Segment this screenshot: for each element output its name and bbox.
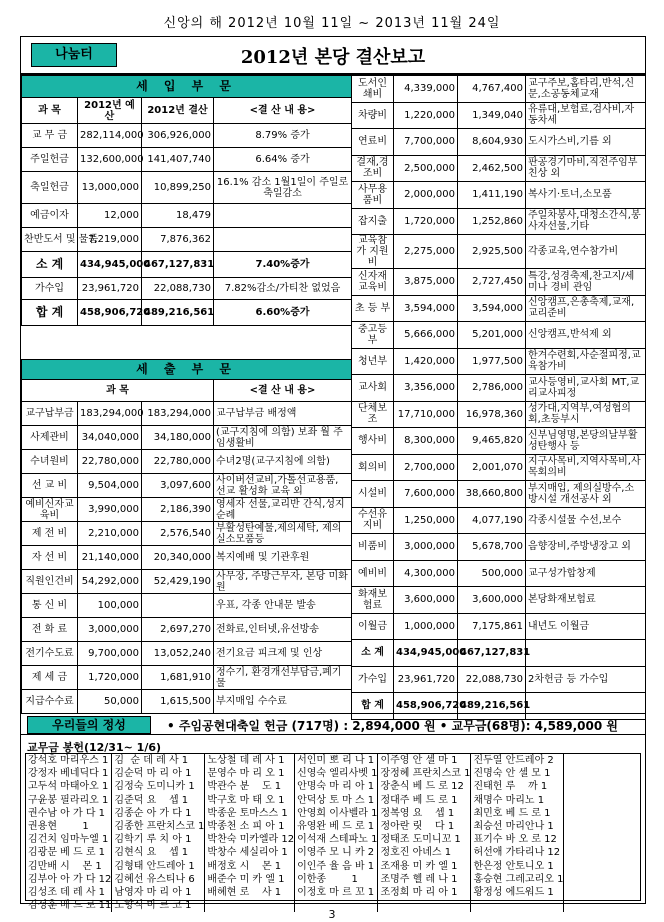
expense-cell: 9,700,000 [78,642,142,666]
expense-right-cell: 434,945,000 [394,640,458,667]
income-cell: 가수입 [22,278,78,300]
expense-right-row [352,587,646,614]
expense-right-cell: 8,604,930 [458,129,526,156]
expense-right-cell: 4,300,000 [394,560,458,587]
expense-right-row [352,208,646,235]
expense-cell: 9,504,000 [78,474,142,498]
donor-subtitle: 교무금 봉헌(12/31~ 1/6) [27,741,162,754]
expense-right-cell: 3,600,000 [394,587,458,614]
page-header: 신앙의 해 2012년 10월 11일 ~ 2013년 11월 24일 [163,16,501,31]
expense-cell: 자 선 비 [22,546,78,570]
expense-right-cell: 교구주보,홈타리,반석,신문,소공동체교재 [526,76,646,103]
expense-right-row [352,269,646,296]
expense-right-cell: 신앙캠프,은총축제,교재,교리준비 [526,295,646,322]
expense-row [22,570,352,594]
expense-right-cell: 내년도 이월금 [526,613,646,640]
expense-right-cell: 중고등부 [352,322,394,349]
income-cell: 467,127,831 [142,252,214,278]
section-tag: 나눔터 [31,43,117,67]
expense-right-row [352,534,646,561]
donor-column: 노상철 데 레 사 1 문영수 마 리 오 1 박관수 분 도 1 박구호 마 태 오 1 박종운 토마스스 1 박종천 소 피 아 1 박찬숙 미카엘라 12 박창수 세실리아 1 배정호 시 몬 1 배준수 미 카 엘 1 배혜현 로 사 1 [205,754,295,912]
expense-cell: 3,000,000 [78,618,142,642]
expense-row [22,522,352,546]
income-row [22,148,352,172]
expense-right-row [352,102,646,129]
report-frame [20,36,646,912]
expense-cell: 52,429,190 [142,570,214,594]
expense-cell: 제 세 금 [22,666,78,690]
expense-right-cell: 유류대,보험료,검사비,자동차세 [526,102,646,129]
expense-right-cell: 3,000,000 [394,534,458,561]
expense-cell: 34,040,000 [78,426,142,450]
expense-cell: 22,780,000 [142,450,214,474]
expense-cell: 교구납부금 [22,402,78,426]
expense-section-header: 세 출 부 문 [22,360,352,380]
income-table [21,75,352,326]
income-cell [214,228,352,252]
expense-right-row [352,76,646,103]
income-head-budget: 2012년 예산 [78,98,142,124]
donor-list [25,753,641,912]
expense-cell: 100,000 [78,594,142,618]
expense-right-row [352,129,646,156]
expense-right-cell: 1,420,000 [394,348,458,375]
expense-right-cell: 489,216,561 [458,693,526,720]
expense-cell: 전기요금 피크제 및 인상 [214,642,352,666]
expense-cell: 영세자 선물,교리반 간식,성지순례 [214,498,352,522]
expense-cell: 정수기, 환경개선부담금,폐기물 [214,666,352,690]
expense-row [22,666,352,690]
expense-right-cell: 1,220,000 [394,102,458,129]
expense-right-cell: 복사기·토너,소모품 [526,182,646,209]
income-cell: 434,945,000 [78,252,142,278]
offering-text: • 주임공현대축일 헌금 (717명) : 2,894,000 원 • 교무금(68명): 4,589,000 원 [167,719,619,733]
expense-right-cell: 지구사목비,지역사목비,사목회의비 [526,454,646,481]
expense-cell: 사무장, 주방근무자, 본당 미화원 [214,570,352,594]
expense-right-row [352,454,646,481]
page-number: 3 [328,908,336,921]
offering-banner [21,713,645,735]
expense-cell: 사제관비 [22,426,78,450]
expense-right-cell: 본당화재보험료 [526,587,646,614]
expense-right-cell: 467,127,831 [458,640,526,667]
expense-right-cell: 한겨수련회,사순절피정,교육참가비 [526,348,646,375]
expense-cell: 3,097,600 [142,474,214,498]
expense-right-cell: 교육참가 지원비 [352,235,394,269]
donor-column: 진두열 안드레아 2 진명숙 안 셀 모 1 진태헌 루 까 1 채명수 마리노 1 최민호 베 드 로 1 최승선 마리안나 1 표기수 바 오 로 12 허선애 가타리나 12 한은정 안토니오 1 홍승현 그레고리오 1 황정성 에드워드 1 [471,754,564,912]
expense-row [22,450,352,474]
expense-row [22,618,352,642]
expense-cell: 우표, 각종 안내문 발송 [214,594,352,618]
income-cell: 예금이자 [22,204,78,228]
expense-right-cell: 판공경기마비,직전주임부친상 외 [526,155,646,182]
expense-cell: 34,180,000 [142,426,214,450]
income-cell: 13,000,000 [78,172,142,204]
expense-cell: 1,615,500 [142,690,214,714]
expense-right-cell: 7,175,861 [458,613,526,640]
expense-right-cell: 4,767,400 [458,76,526,103]
expense-table-right [351,75,646,720]
expense-right-row [352,182,646,209]
income-row [22,228,352,252]
income-cell: 교 무 금 [22,124,78,148]
expense-right-cell: 차량비 [352,102,394,129]
expense-right-cell: 3,356,000 [394,375,458,402]
expense-right-cell: 2,001,070 [458,454,526,481]
expense-right-cell: 4,339,000 [394,76,458,103]
income-cell: 10,899,250 [142,172,214,204]
expense-row [22,474,352,498]
expense-cell: 예비신자교육비 [22,498,78,522]
donor-column [564,754,640,912]
expense-table [21,359,352,714]
expense-right-row [352,155,646,182]
expense-right-row [352,375,646,402]
expense-cell: 직원인건비 [22,570,78,594]
expense-right-cell: 소 계 [352,640,394,667]
expense-right-cell: 성가대,지역부,여성협의회,초등부시 [526,401,646,428]
income-cell: 7,876,362 [142,228,214,252]
donor-column: 김 순 데 레 사 1 김순덕 마 리 아 1 김정숙 도미니카 1 김준덕 요 셉 1 김종순 아 가 다 1 김종한 프란치스코 1 김학기 루 치 아 1 김현식 요 셉 1 김형태 안드레아 1 김혜선 유스티나 6 남영자 마 리 아 1 노향식 마 르 코 1 [114,755,205,912]
income-row [22,124,352,148]
expense-cell: 통 신 비 [22,594,78,618]
expense-right-cell: 1,720,000 [394,208,458,235]
income-row [22,204,352,228]
expense-right-cell: 합 계 [352,693,394,720]
expense-head-subject: 과 목 [22,380,214,402]
income-section-header: 세 입 부 문 [22,76,352,98]
expense-right-row [352,613,646,640]
income-cell: 합 계 [22,300,78,326]
expense-right-cell: 1,252,860 [458,208,526,235]
expense-right-cell: 500,000 [458,560,526,587]
income-cell: 6.64% 증가 [214,148,352,172]
expense-cell: 지급수수료 [22,690,78,714]
expense-right-cell: 2,727,450 [458,269,526,296]
expense-cell: 부지매입 수수료 [214,690,352,714]
donor-column: 강석호 마리우스 1 강정자 베네딕다 1 고두석 마태아오 1 구윤봉 필라리오 1 권수남 아 가 다 1 권용현 1 김건치 임마누엘 1 김광문 베 드 로 1 김만배 시 몬 1 김부아 아 가 다 12 김성조 데 레 사 1 김성훈 베 드 로 11 [28,755,112,912]
income-cell: 6.60%증가 [214,300,352,326]
expense-cell: 수녀원비 [22,450,78,474]
expense-cell: 1,720,000 [78,666,142,690]
expense-right-row [352,640,646,667]
expense-right-cell: 단체보조 [352,401,394,428]
expense-right-cell: 각종시설물 수선,보수 [526,507,646,534]
expense-right-cell: 2,462,500 [458,155,526,182]
expense-right-cell: 교구성가합창제 [526,560,646,587]
expense-cell: 전화료,인터넷,유선방송 [214,618,352,642]
expense-cell: 부활성탄예물,제의세탁, 제의실소모품등 [214,522,352,546]
expense-right-cell: 교사등영비,교사회 MT,교리교사피정 [526,375,646,402]
expense-right-row [352,666,646,693]
income-cell: 8.79% 증가 [214,124,352,148]
expense-cell: 복지예배 및 기관후원 [214,546,352,570]
income-row [22,252,352,278]
expense-cell: 사이버선교비,가톨선교용품, 선교 활성화 교육 외 [214,474,352,498]
income-cell: 306,926,000 [142,124,214,148]
expense-right-cell: 2,700,000 [394,454,458,481]
income-head-subject: 과 목 [22,98,78,124]
donor-column: 서인미 뽀 리 나 1 신영숙 엘리사벳 1 안명숙 마 리 아 1 안덕상 토 마 스 1 안영희 이사벨라 1 유영완 베 드 로 1 이석재 스테파노 1 이영주 모 니 카 2 이인주 율 음 바 1 이한종 1 이정호 마 르 꼬 1 [295,754,378,912]
expense-right-cell: 9,465,820 [458,428,526,455]
expense-cell: 20,340,000 [142,546,214,570]
expense-cell: 21,140,000 [78,546,142,570]
income-head-notes: <결 산 내 용> [214,98,352,124]
expense-right-cell: 신부님영명,본당의날부활성탄행사 등 [526,428,646,455]
expense-right-cell: 4,077,190 [458,507,526,534]
expense-right-cell: 교사회 [352,375,394,402]
expense-head-notes: <결 산 내 용> [214,380,352,402]
expense-right-cell: 5,666,000 [394,322,458,349]
expense-right-cell: 16,978,360 [458,401,526,428]
expense-cell: (교구지침에 의함) 보좌 월 주임생활비 [214,426,352,450]
expense-cell: 183,294,000 [78,402,142,426]
income-cell: 16.1% 감소 1월1일이 주일로 축일감소 [214,172,352,204]
expense-row [22,690,352,714]
income-cell: 소 계 [22,252,78,278]
expense-right-cell: 1,349,040 [458,102,526,129]
income-cell: 12,000 [78,204,142,228]
expense-right-cell: 비품비 [352,534,394,561]
expense-cell: 교구납부금 배정액 [214,402,352,426]
expense-right-cell: 결재,경조비 [352,155,394,182]
expense-right-row [352,348,646,375]
expense-cell: 183,294,000 [142,402,214,426]
expense-right-cell: 부지매입, 제의실방수,소방시설 개선공사 외 [526,481,646,508]
expense-right-cell: 3,594,000 [394,295,458,322]
expense-right-cell: 초 등 부 [352,295,394,322]
expense-cell: 2,697,270 [142,618,214,642]
expense-cell: 선 교 비 [22,474,78,498]
expense-row [22,546,352,570]
expense-right-cell: 회의비 [352,454,394,481]
expense-row [22,594,352,618]
expense-right-cell: 수선유지비 [352,507,394,534]
expense-right-cell: 3,875,000 [394,269,458,296]
expense-cell: 제 전 비 [22,522,78,546]
expense-row [22,642,352,666]
expense-right-cell: 458,906,720 [394,693,458,720]
income-cell: 141,407,740 [142,148,214,172]
income-cell: 282,114,000 [78,124,142,148]
expense-right-cell: 1,411,190 [458,182,526,209]
income-cell: 7.82%감소/가티찬 없었음 [214,278,352,300]
expense-right-cell [526,640,646,667]
expense-right-cell: 1,250,000 [394,507,458,534]
expense-right-cell: 신자재 교육비 [352,269,394,296]
expense-right-row [352,235,646,269]
expense-cell: 13,052,240 [142,642,214,666]
expense-cell: 50,000 [78,690,142,714]
expense-right-cell: 잡지출 [352,208,394,235]
income-cell: 주일헌금 [22,148,78,172]
expense-right-cell: 8,300,000 [394,428,458,455]
expense-right-row [352,428,646,455]
donor-column: 이주영 안 셀 마 1 장정혜 프란치스코 1 장춘식 베 드 로 12 정대주 베 드 로 1 정복영 요 셉 1 정아란 릿 다 1 정태조 도미니꼬 1 정호진 아녜스 1 조재용 미 카 엘 1 조명주 헬 레 나 1 조정희 마 리 아 1 [378,754,471,912]
expense-right-cell: 23,961,720 [394,666,458,693]
income-cell: 489,216,561 [142,300,214,326]
expense-right-row [352,560,646,587]
expense-right-row [352,507,646,534]
expense-right-cell: 1,000,000 [394,613,458,640]
expense-right-cell: 도시가스비,기름 외 [526,129,646,156]
expense-right-cell: 5,201,000 [458,322,526,349]
expense-right-cell: 2,500,000 [394,155,458,182]
expense-right-cell: 38,660,800 [458,481,526,508]
income-cell: 7.40%증가 [214,252,352,278]
expense-row [22,402,352,426]
expense-cell: 3,990,000 [78,498,142,522]
income-cell: 22,088,730 [142,278,214,300]
expense-right-cell: 2차헌금 등 가수입 [526,666,646,693]
expense-cell [142,594,214,618]
expense-right-cell: 3,594,000 [458,295,526,322]
expense-right-cell: 3,600,000 [458,587,526,614]
expense-right-cell: 예비비 [352,560,394,587]
expense-right-cell: 음향장비,주방냉장고 외 [526,534,646,561]
expense-right-cell: 5,678,700 [458,534,526,561]
expense-cell: 1,681,910 [142,666,214,690]
expense-right-row [352,322,646,349]
income-cell: 132,600,000 [78,148,142,172]
expense-right-cell: 2,000,000 [394,182,458,209]
income-cell: 23,961,720 [78,278,142,300]
expense-row [22,426,352,450]
expense-right-cell: 행사비 [352,428,394,455]
expense-right-cell: 화재보험료 [352,587,394,614]
expense-cell: 22,780,000 [78,450,142,474]
expense-right-cell: 2,925,500 [458,235,526,269]
income-cell [214,204,352,228]
expense-cell: 54,292,000 [78,570,142,594]
income-head-actual: 2012년 결산 [142,98,214,124]
expense-right-cell: 이월금 [352,613,394,640]
expense-row [22,498,352,522]
expense-right-cell: 주일차봉사,대청소간식,봉사자선물,기타 [526,208,646,235]
expense-right-cell: 1,977,500 [458,348,526,375]
income-row [22,278,352,300]
expense-right-row [352,481,646,508]
income-cell: 18,479 [142,204,214,228]
expense-right-cell: 2,786,000 [458,375,526,402]
expense-right-cell: 도서인쇄비 [352,76,394,103]
expense-right-cell: 17,710,000 [394,401,458,428]
expense-cell: 전 화 료 [22,618,78,642]
expense-right-cell: 시설비 [352,481,394,508]
expense-cell: 2,210,000 [78,522,142,546]
expense-right-cell: 사무용품비 [352,182,394,209]
income-cell: 458,906,720 [78,300,142,326]
income-cell: 찬반도서 및 물품 [22,228,78,252]
expense-cell: 전기수도료 [22,642,78,666]
report-title: 2012년 본당 결산보고 [240,47,426,68]
expense-right-cell: 연료비 [352,129,394,156]
income-row [22,172,352,204]
offering-tag: 우리들의 정성 [27,716,151,734]
expense-right-cell: 7,600,000 [394,481,458,508]
income-cell: 7,219,000 [78,228,142,252]
expense-cell: 2,186,390 [142,498,214,522]
expense-cell: 2,576,540 [142,522,214,546]
expense-right-cell: 청년부 [352,348,394,375]
expense-cell: 수녀2명(교구지침에 의함) [214,450,352,474]
expense-right-cell: 특강,성경축제,찬고지/세미나 경비 관임 [526,269,646,296]
expense-right-cell: 가수입 [352,666,394,693]
expense-right-cell: 신앙캠프,반석제 외 [526,322,646,349]
expense-right-row [352,401,646,428]
expense-right-cell: 7,700,000 [394,129,458,156]
expense-right-cell: 2,275,000 [394,235,458,269]
expense-right-cell: 각종교육,연수참가비 [526,235,646,269]
title-bar [21,37,645,75]
expense-right-cell: 22,088,730 [458,666,526,693]
expense-right-row [352,295,646,322]
income-row [22,300,352,326]
income-cell: 축일헌금 [22,172,78,204]
